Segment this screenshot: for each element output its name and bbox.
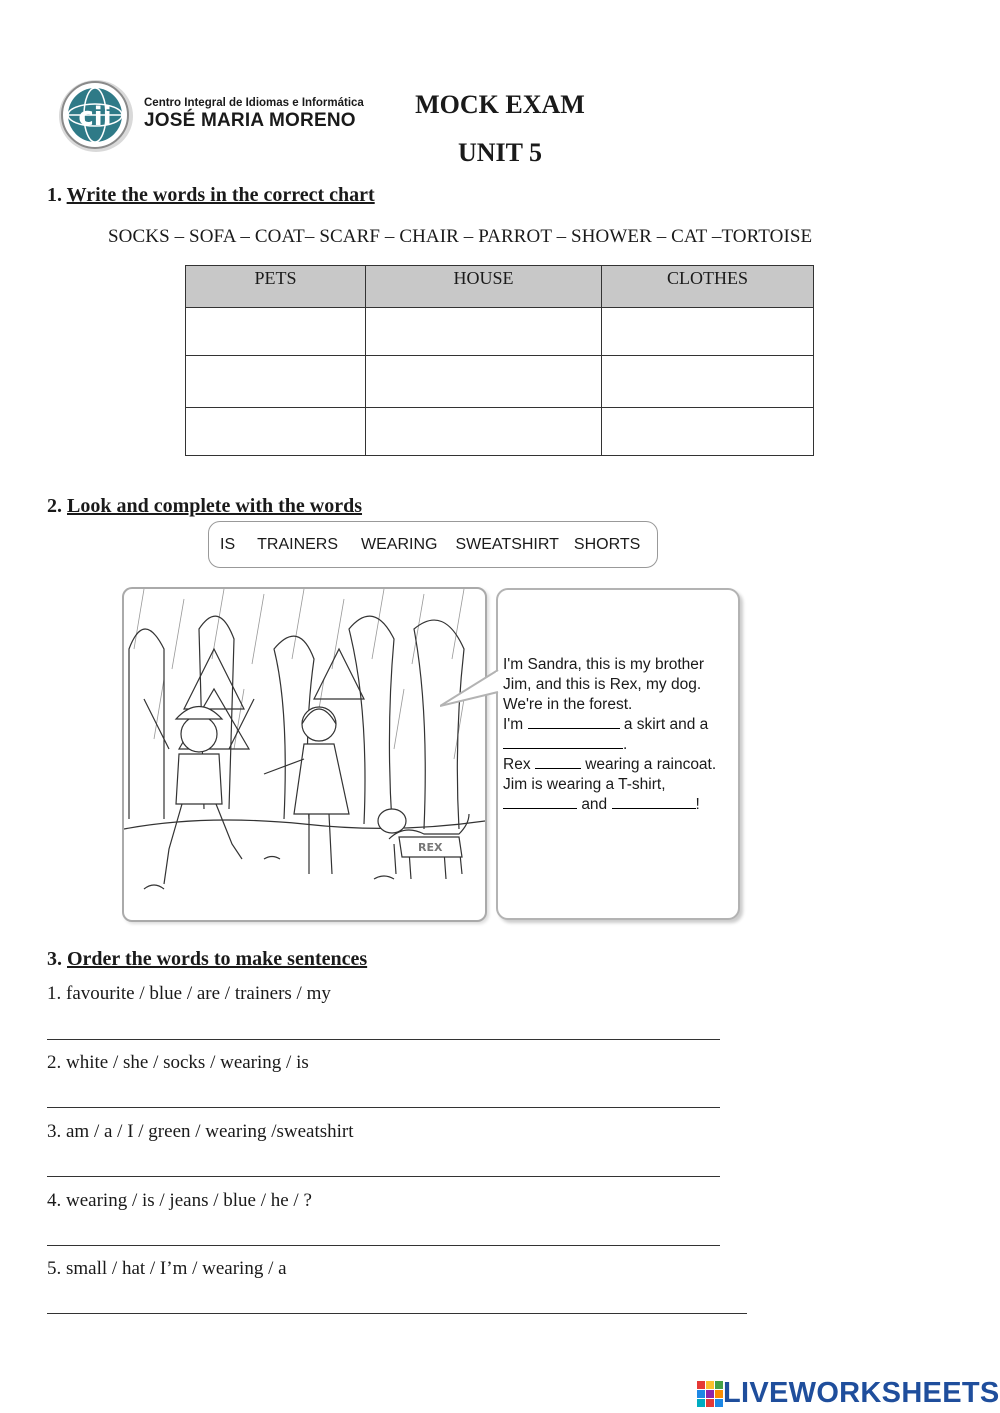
bubble-text: a skirt and a	[623, 716, 709, 733]
answer-line[interactable]	[47, 1176, 720, 1177]
column-header-pets: PETS	[186, 266, 366, 308]
gap-blank-2[interactable]	[503, 735, 623, 749]
bubble-line	[503, 755, 738, 775]
bubble-line	[503, 795, 738, 815]
bubble-line: Jim, and this is Rex, my dog.	[503, 676, 702, 693]
answer-line[interactable]	[47, 1039, 720, 1040]
word-bank-item: TRAINERS	[257, 535, 339, 553]
gap-blank-4[interactable]	[503, 795, 577, 809]
svg-text:cii: cii	[78, 102, 112, 132]
liveworksheets-logo-icon	[697, 1381, 723, 1407]
answer-cell[interactable]	[366, 408, 602, 456]
answer-line[interactable]	[47, 1313, 747, 1314]
section-1-number: 1.	[47, 184, 62, 206]
section-2-heading	[47, 495, 362, 518]
section-1-title: Write the words in the correct chart	[66, 184, 375, 206]
column-header-house: HOUSE	[366, 266, 602, 308]
gap-blank-1[interactable]	[528, 715, 620, 729]
answer-cell[interactable]	[186, 408, 366, 456]
bubble-line	[503, 715, 738, 735]
word-bank-item: WEARING	[361, 535, 438, 553]
answer-cell[interactable]	[602, 308, 814, 356]
answer-line[interactable]	[47, 1245, 720, 1246]
bubble-text: .	[623, 736, 628, 753]
word-bank-item: SHORTS	[573, 535, 641, 553]
section-3-number: 3.	[47, 948, 62, 970]
order-item: 4. wearing / is / jeans / blue / he / ?	[47, 1190, 312, 1211]
order-item: 1. favourite / blue / are / trainers / my	[47, 983, 331, 1004]
dog-tag-label: REX	[418, 841, 443, 854]
bubble-text: I'm	[503, 716, 524, 733]
logo-line-2: JOSÉ MARIA MORENO	[144, 110, 356, 131]
order-item: 2. white / she / socks / wearing / is	[47, 1052, 309, 1073]
forest-scene-icon	[124, 589, 485, 920]
order-item: 3. am / a / I / green / wearing /sweatshirt	[47, 1121, 354, 1142]
bubble-line: I'm Sandra, this is my brother	[503, 656, 705, 673]
section-2-number: 2.	[47, 495, 62, 517]
gap-blank-5[interactable]	[612, 795, 696, 809]
school-emblem-icon	[58, 78, 138, 154]
answer-cell[interactable]	[602, 356, 814, 408]
bubble-text: and	[581, 796, 608, 813]
section-3-title: Order the words to make sentences	[67, 948, 368, 970]
bubble-text: !	[695, 796, 700, 813]
section-3-heading	[47, 948, 367, 971]
column-header-clothes: CLOTHES	[602, 266, 814, 308]
sorting-chart	[185, 265, 814, 456]
word-bank-item: SWEATSHIRT	[455, 535, 559, 553]
chart-header-row	[186, 266, 814, 308]
order-item: 5. small / hat / I’m / wearing / a	[47, 1258, 287, 1279]
liveworksheets-brand: LIVEWORKSHEETS	[723, 1377, 1000, 1409]
answer-cell[interactable]	[186, 356, 366, 408]
gap-blank-3[interactable]	[535, 755, 581, 769]
word-list: SOCKS – SOFA – COAT– SCARF – CHAIR – PARROT – SHOWER – CAT –TORTOISE	[108, 226, 813, 247]
section-1-heading	[47, 184, 375, 207]
word-bank-item: IS	[220, 535, 236, 553]
speech-bubble-tail-icon	[440, 670, 500, 710]
logo-line-1: Centro Integral de Idiomas e Informática	[144, 97, 364, 109]
word-bank	[208, 521, 658, 568]
section-2-title: Look and complete with the words	[67, 495, 363, 517]
page-subtitle: UNIT 5	[457, 138, 543, 167]
forest-illustration	[122, 587, 487, 922]
bubble-line	[503, 735, 738, 755]
answer-line[interactable]	[47, 1107, 720, 1108]
bubble-text: wearing a raincoat.	[585, 756, 717, 773]
page-title: MOCK EXAM	[415, 90, 585, 119]
liveworksheets-watermark	[697, 1377, 1000, 1410]
answer-cell[interactable]	[186, 308, 366, 356]
bubble-line: Jim is wearing a T-shirt,	[503, 776, 666, 793]
answer-cell[interactable]	[366, 356, 602, 408]
bubble-line: We're in the forest.	[503, 696, 633, 713]
answer-cell[interactable]	[366, 308, 602, 356]
speech-bubble-text	[503, 655, 738, 815]
chart-row	[186, 308, 814, 356]
bubble-text: Rex	[503, 756, 531, 773]
chart-row	[186, 356, 814, 408]
answer-cell[interactable]	[602, 408, 814, 456]
chart-row	[186, 408, 814, 456]
